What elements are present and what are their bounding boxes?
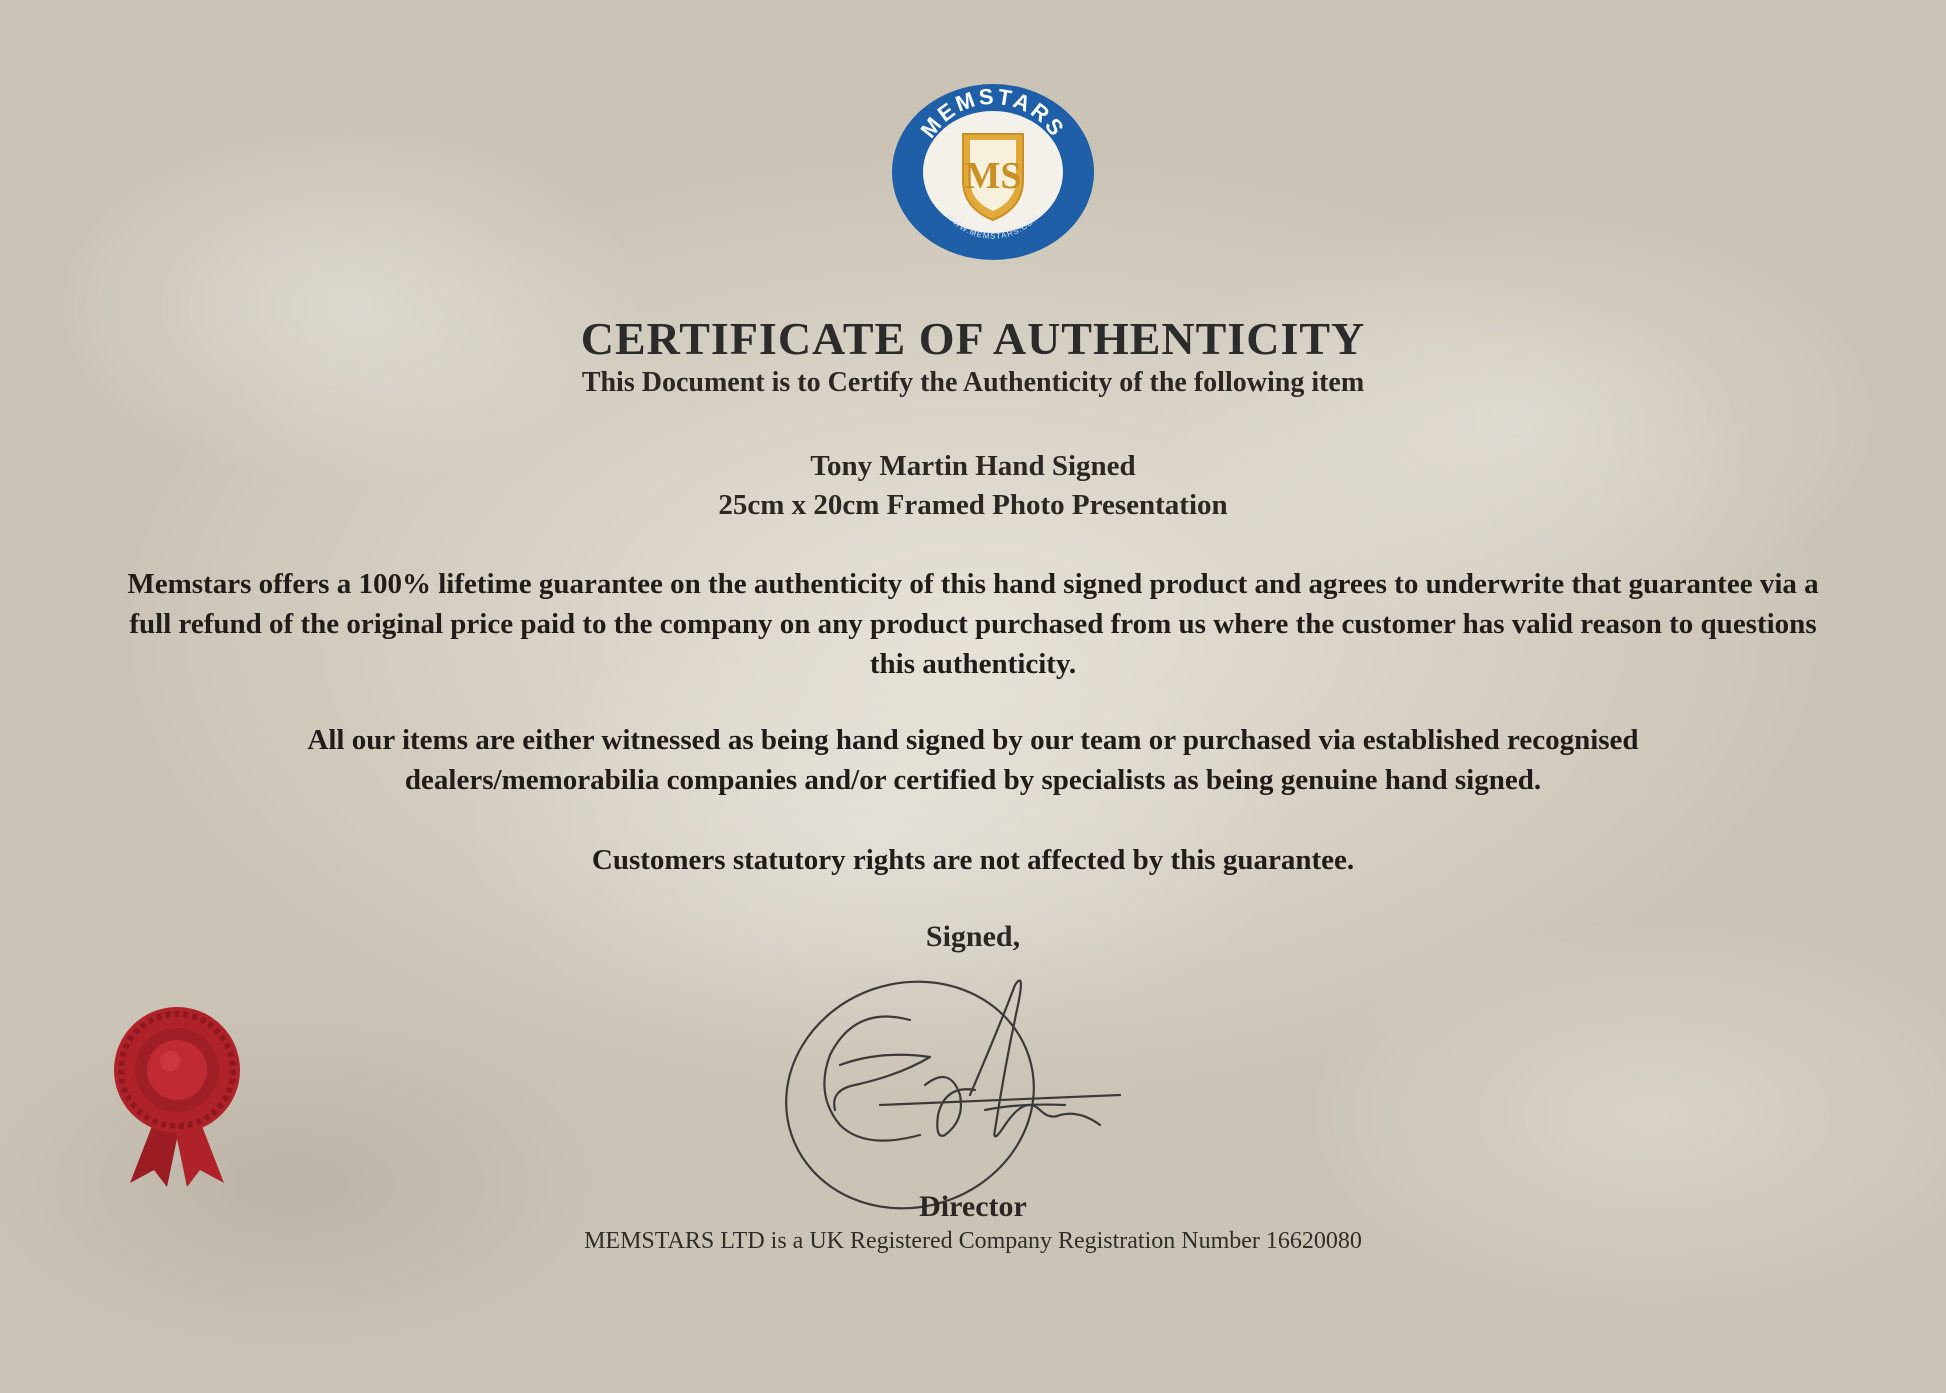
signed-label: Signed, [925, 920, 1021, 953]
logo-url: WWW.MEMSTARS.COM [944, 211, 1042, 241]
certificate-title: CERTIFICATE OF AUTHENTICITY [580, 313, 1366, 364]
statutory-rights-paragraph: Customers statutory rights are not affected by this guarantee. [591, 844, 1355, 876]
certificate-subtitle: This Document is to Certify the Authenticity of the following item [581, 367, 1365, 398]
memstars-logo [890, 82, 1096, 262]
rosette-icon [112, 1005, 242, 1190]
logo-text: MEMSTARS [915, 83, 1071, 143]
logo-monogram: MS [964, 155, 1022, 197]
director-label: Director [919, 1190, 1027, 1223]
sourcing-paragraph: All our items are either witnessed as being hand signed by our team or purchased via established recognised dealers/memorabilia companies and/or certified by specialists as being genuine hand signed. [307, 724, 1639, 796]
guarantee-paragraph: Memstars offers a 100% lifetime guarantee on the authenticity of this hand signed product and agrees to underwrite that guarantee via a full refund of the original price paid to the company on any product purchased from us where the customer has valid reason to questions this authenticity. [127, 568, 1819, 680]
item-description [0, 447, 1946, 525]
item-line-2: 25cm x 20cm Framed Photo Presentation [718, 489, 1228, 521]
company-registration: MEMSTARS LTD is a UK Registered Company Registration Number 16620080 [584, 1228, 1362, 1254]
signature-icon [760, 945, 1190, 1210]
memstars-logo-icon [890, 82, 1096, 262]
director-signature [760, 945, 1190, 1210]
red-rosette-seal [112, 1005, 242, 1190]
item-line-1: Tony Martin Hand Signed [810, 450, 1136, 482]
